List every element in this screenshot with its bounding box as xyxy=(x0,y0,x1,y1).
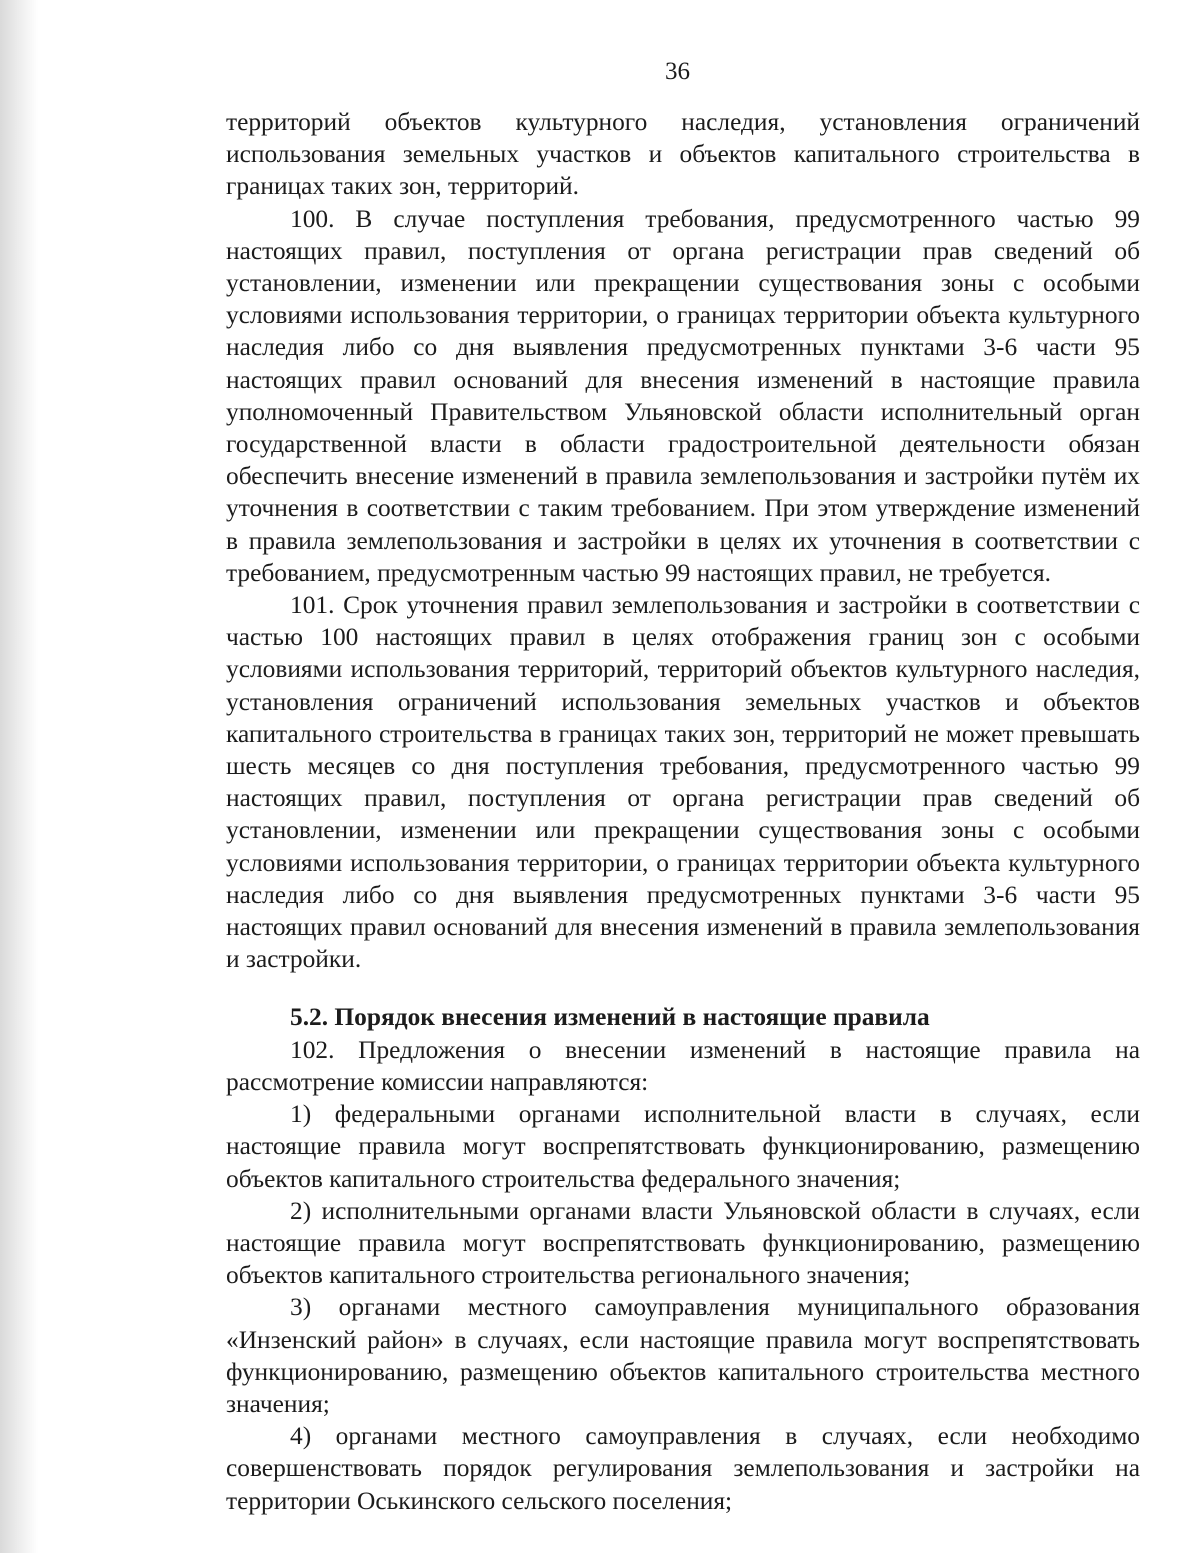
list-item-3: 3) органами местного самоуправления муниципального образования «Инзенский район» в случаях, если настоящие правила могут воспрепятствовать функционированию, размещению объектов капитального строительства местного значения; xyxy=(226,1293,1140,1418)
paragraph-101: 101. Срок уточнения правил землепользования и застройки в соответствии с частью 100 настоящих правил в целях отображения границ зон с особыми условиями использования территорий, территорий объектов культурного наследия, установления ограничений использования земельных участков и объектов капитального строительства в границах таких зон, территорий не может превышать шесть месяцев со дня поступления требования, предусмотренного частью 99 настоящих правил, поступления от органа регистрации прав сведений об установлении, изменении или прекращении существования зоны с особыми условиями использования территории, о границах территории объекта культурного наследия либо со дня выявления предусмотренных пунктами 3-6 части 95 настоящих правил оснований для внесения изменений в правила землепользования и застройки. xyxy=(226,591,1140,974)
list-item-1: 1) федеральными органами исполнительной власти в случаях, если настоящие правила могут воспрепятствовать функционированию, размещению объектов капитального строительства федерального значения; xyxy=(226,1100,1140,1193)
paragraph-continuation: территорий объектов культурного наследия, установления ограничений использования земельных участков и объектов капитального строительства в границах таких зон, территорий. xyxy=(226,108,1140,201)
section-heading: 5.2. Порядок внесения изменений в настоящие правила xyxy=(290,1003,930,1032)
page-number: 36 xyxy=(665,58,690,85)
list-item-2: 2) исполнительными органами власти Ульяновской области в случаях, если настоящие правила могут воспрепятствовать функционированию, размещению объектов капитального строительства регионального значения; xyxy=(226,1196,1140,1290)
document-body xyxy=(226,106,1140,1517)
scan-edge-shadow xyxy=(0,0,38,1553)
list-item-4: 4) органами местного самоуправления в случаях, если необходимо совершенствовать порядок регулирования землепользования и застройки на территории Оськинского сельского поселения; xyxy=(226,1422,1140,1515)
paragraph-102: 102. Предложения о внесении изменений в настоящие правила на рассмотрение комиссии направляются: xyxy=(226,1035,1140,1096)
paragraph-100: 100. В случае поступления требования, предусмотренного частью 99 настоящих правил, поступления от органа регистрации прав сведений об установлении, изменении или прекращении существования зоны с особыми условиями использования территории, о границах территории объекта культурного наследия либо со дня выявления предусмотренных пунктами 3-6 части 95 настоящих правил оснований для внесения изменений в настоящие правила уполномоченный Правительством Ульяновской области исполнительный орган государственной власти в области градостроительной деятельности обязан обеспечить внесение изменений в правила землепользования и застройки путём их уточнения в соответствии с таким требованием. При этом утверждение изменений в правила землепользования и застройки в целях их уточнения в соответствии с требованием, предусмотренным частью 99 настоящих правил, не требуется. xyxy=(226,204,1140,587)
